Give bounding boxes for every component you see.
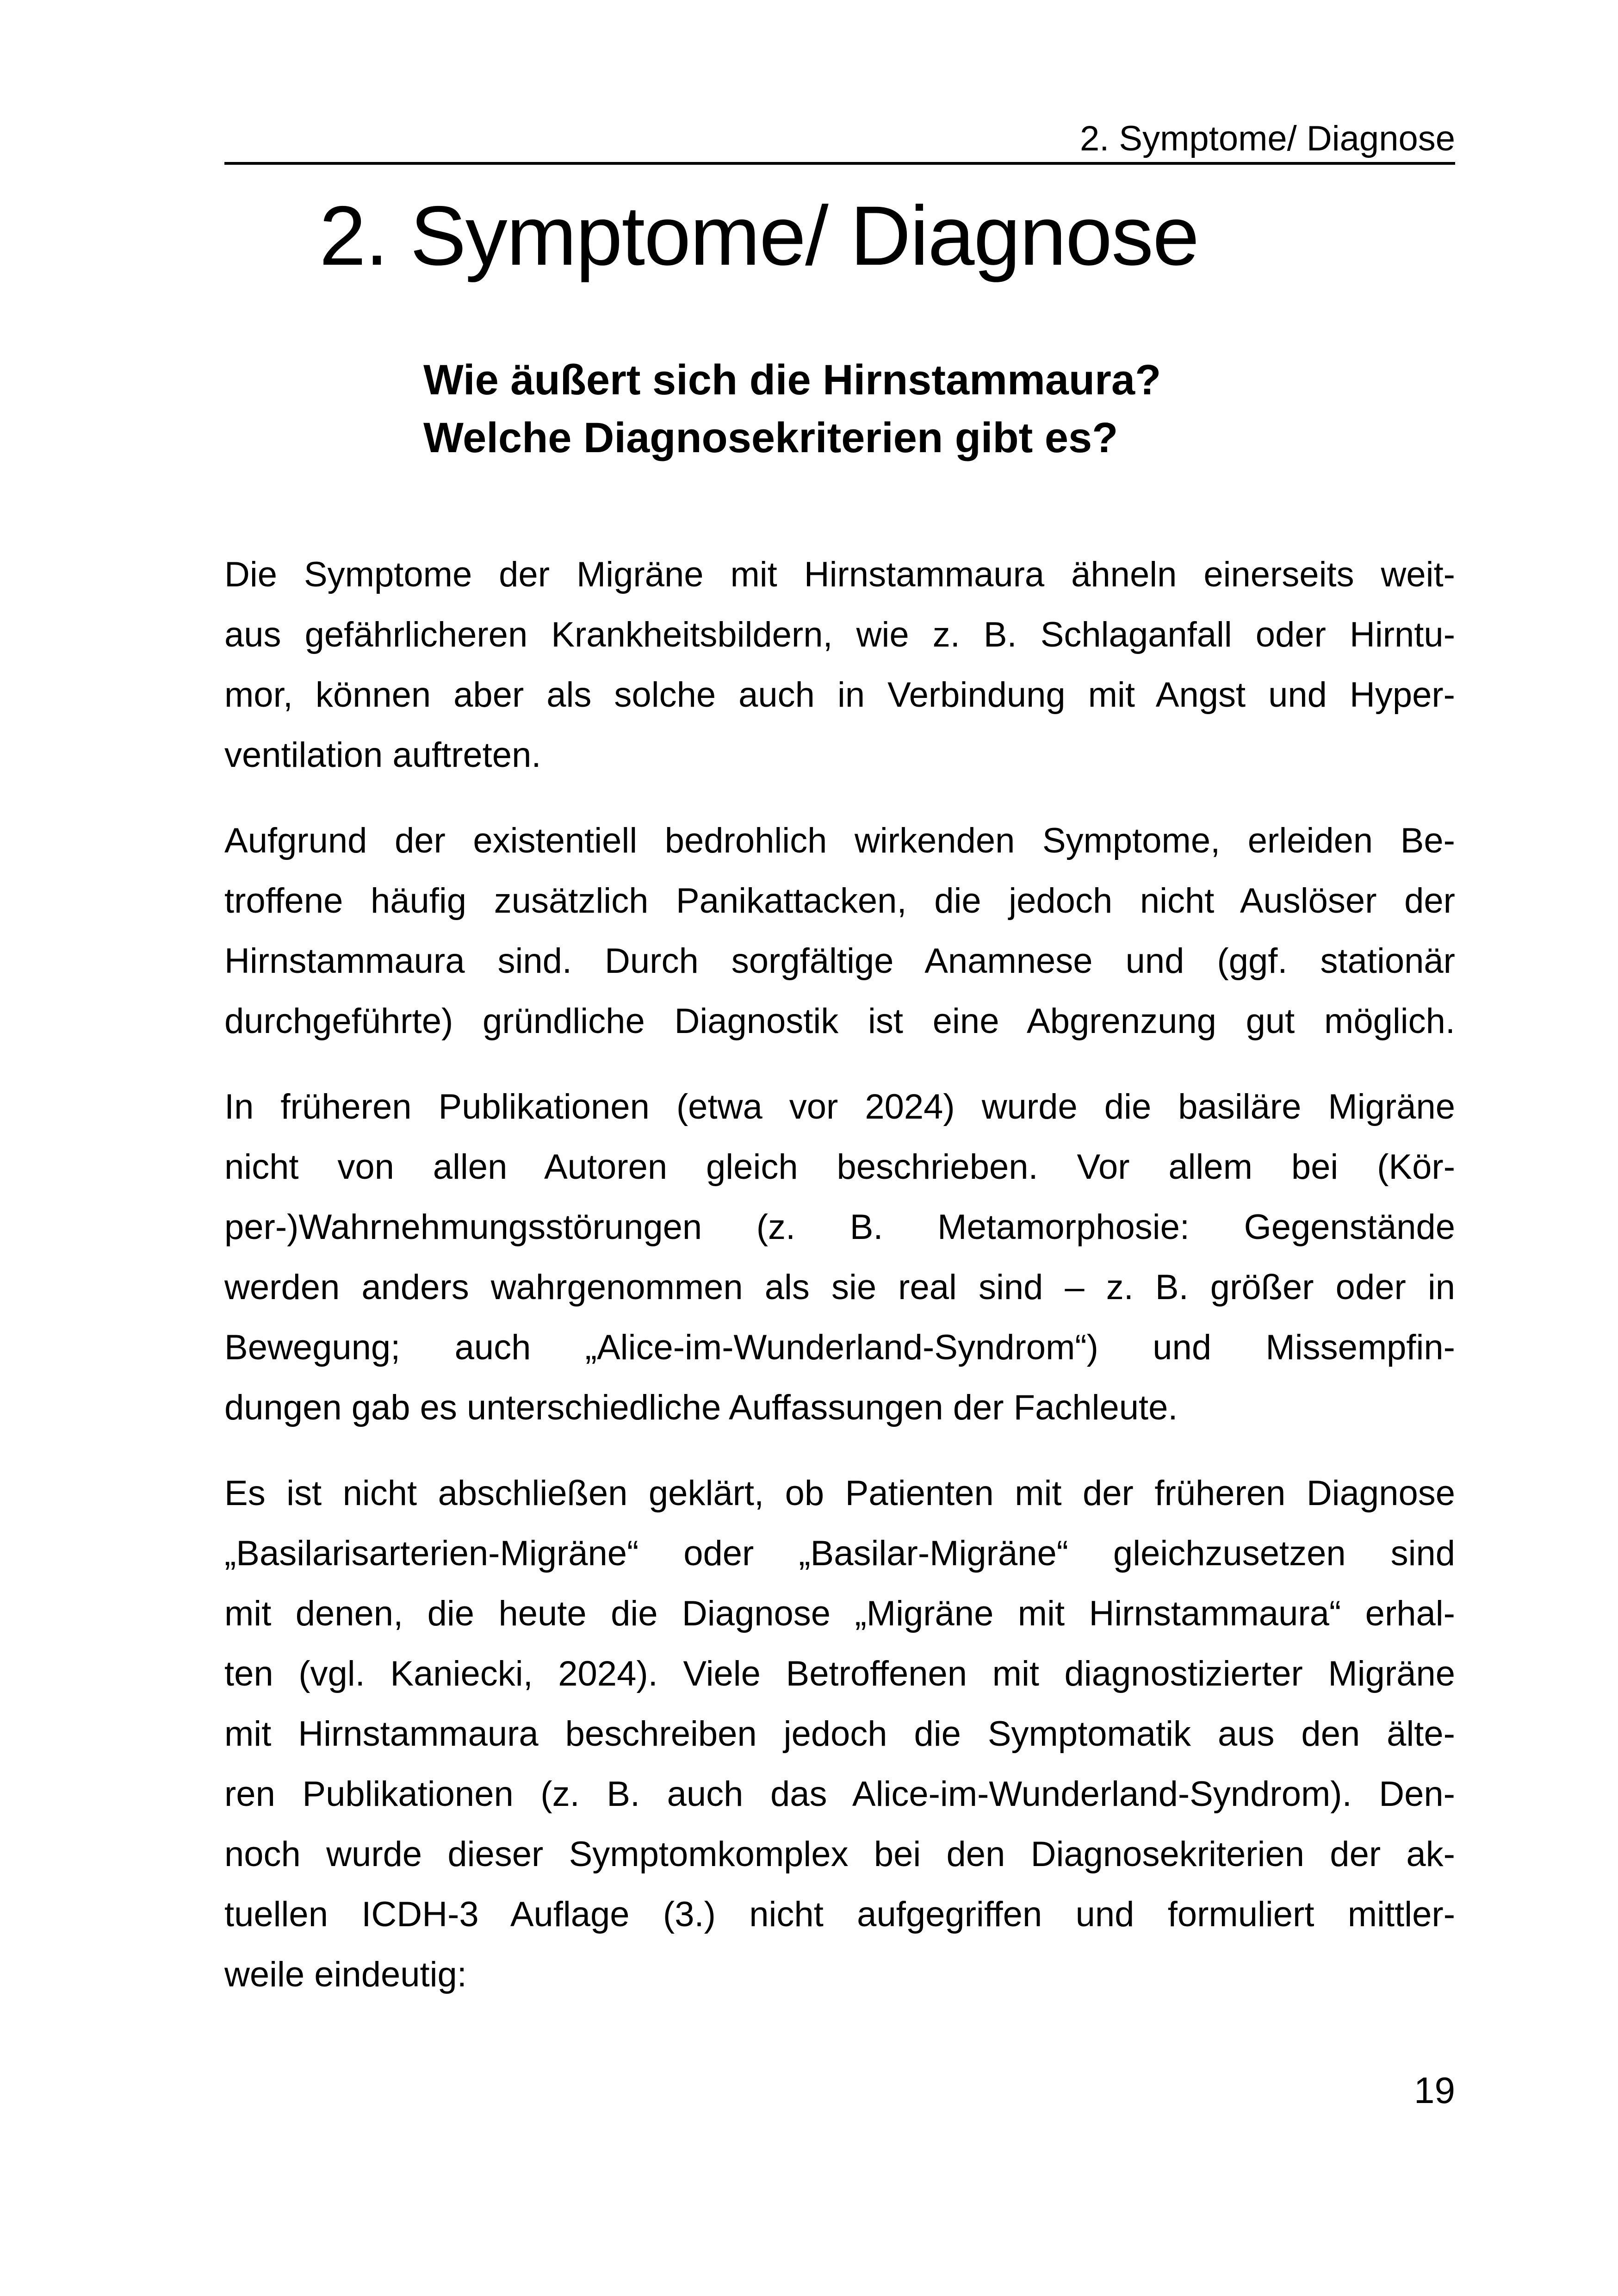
body-line: troffene häufig zusätzlich Panikattacken, die jedoch nicht Auslöser der (224, 881, 1455, 921)
paragraph-1 (224, 545, 1455, 785)
body-line: weile eindeutig: (224, 1955, 467, 1994)
body-line: Aufgrund der existentiell bedrohlich wirkenden Symptome, erleiden Be- (224, 821, 1455, 860)
paragraph-2 (224, 811, 1455, 1052)
body-line: mit denen, die heute die Diagnose „Migräne mit Hirnstammaura“ erhal- (224, 1594, 1455, 1633)
body-line: per-)Wahrnehmungsstörungen (z. B. Metamorphosie: Gegenstände (224, 1207, 1455, 1247)
subtitle-line-1: Wie äußert sich die Hirnstammaura? (423, 356, 1161, 404)
body-line: dungen gab es unterschiedliche Auffassungen der Fachleute. (224, 1388, 1178, 1427)
body-line: nicht von allen Autoren gleich beschrieben. Vor allem bei (Kör- (224, 1147, 1455, 1187)
body-line: durchgeführte) gründliche Diagnostik ist eine Abgrenzung gut möglich. (224, 1002, 1455, 1041)
body-line: mit Hirnstammaura beschreiben jedoch die Symptomatik aus den älte- (224, 1714, 1455, 1754)
paragraph-4 (224, 1463, 1455, 2005)
body-line: noch wurde dieser Symptomkomplex bei den Diagnosekriterien der ak- (224, 1835, 1455, 1874)
page-number: 19 (1414, 2070, 1455, 2111)
body-line: ren Publikationen (z. B. auch das Alice-im-Wunderland-Syndrom). Den- (224, 1774, 1455, 1814)
chapter-subtitle (423, 351, 1455, 467)
running-header: 2. Symptome/ Diagnose (1079, 119, 1455, 158)
body-line: Die Symptome der Migräne mit Hirnstammaura ähneln einerseits weit- (224, 555, 1455, 594)
body-line: mor, können aber als solche auch in Verbindung mit Angst und Hyper- (224, 675, 1455, 715)
body-text (224, 545, 1455, 2005)
body-line: ten (vgl. Kaniecki, 2024). Viele Betroffenen mit diagnostizierter Migräne (224, 1654, 1455, 1693)
body-line: Hirnstammaura sind. Durch sorgfältige Anamnese und (ggf. stationär (224, 941, 1455, 981)
page-content (224, 0, 1455, 2111)
chapter-title: 2. Symptome/ Diagnose (319, 188, 1199, 283)
body-line: werden anders wahrgenommen als sie real sind – z. B. größer oder in (224, 1268, 1455, 1307)
body-line: Bewegung; auch „Alice-im-Wunderland-Syndrom“) und Missempfin- (224, 1328, 1455, 1367)
body-line: tuellen ICDH-3 Auflage (3.) nicht aufgegriffen und formuliert mittler- (224, 1895, 1455, 1934)
subtitle-line-2: Welche Diagnosekriterien gibt es? (423, 414, 1118, 461)
header-rule (224, 162, 1455, 165)
body-line: In früheren Publikationen (etwa vor 2024) wurde die basiläre Migräne (224, 1087, 1455, 1126)
paragraph-3 (224, 1077, 1455, 1438)
body-line: Es ist nicht abschließen geklärt, ob Patienten mit der früheren Diagnose (224, 1474, 1455, 1513)
body-line: aus gefährlicheren Krankheitsbildern, wie z. B. Schlaganfall oder Hirntu- (224, 615, 1455, 654)
body-line: „Basilarisarterien-Migräne“ oder „Basilar-Migräne“ gleichzusetzen sind (224, 1534, 1455, 1573)
body-line: ventilation auftreten. (224, 735, 541, 775)
